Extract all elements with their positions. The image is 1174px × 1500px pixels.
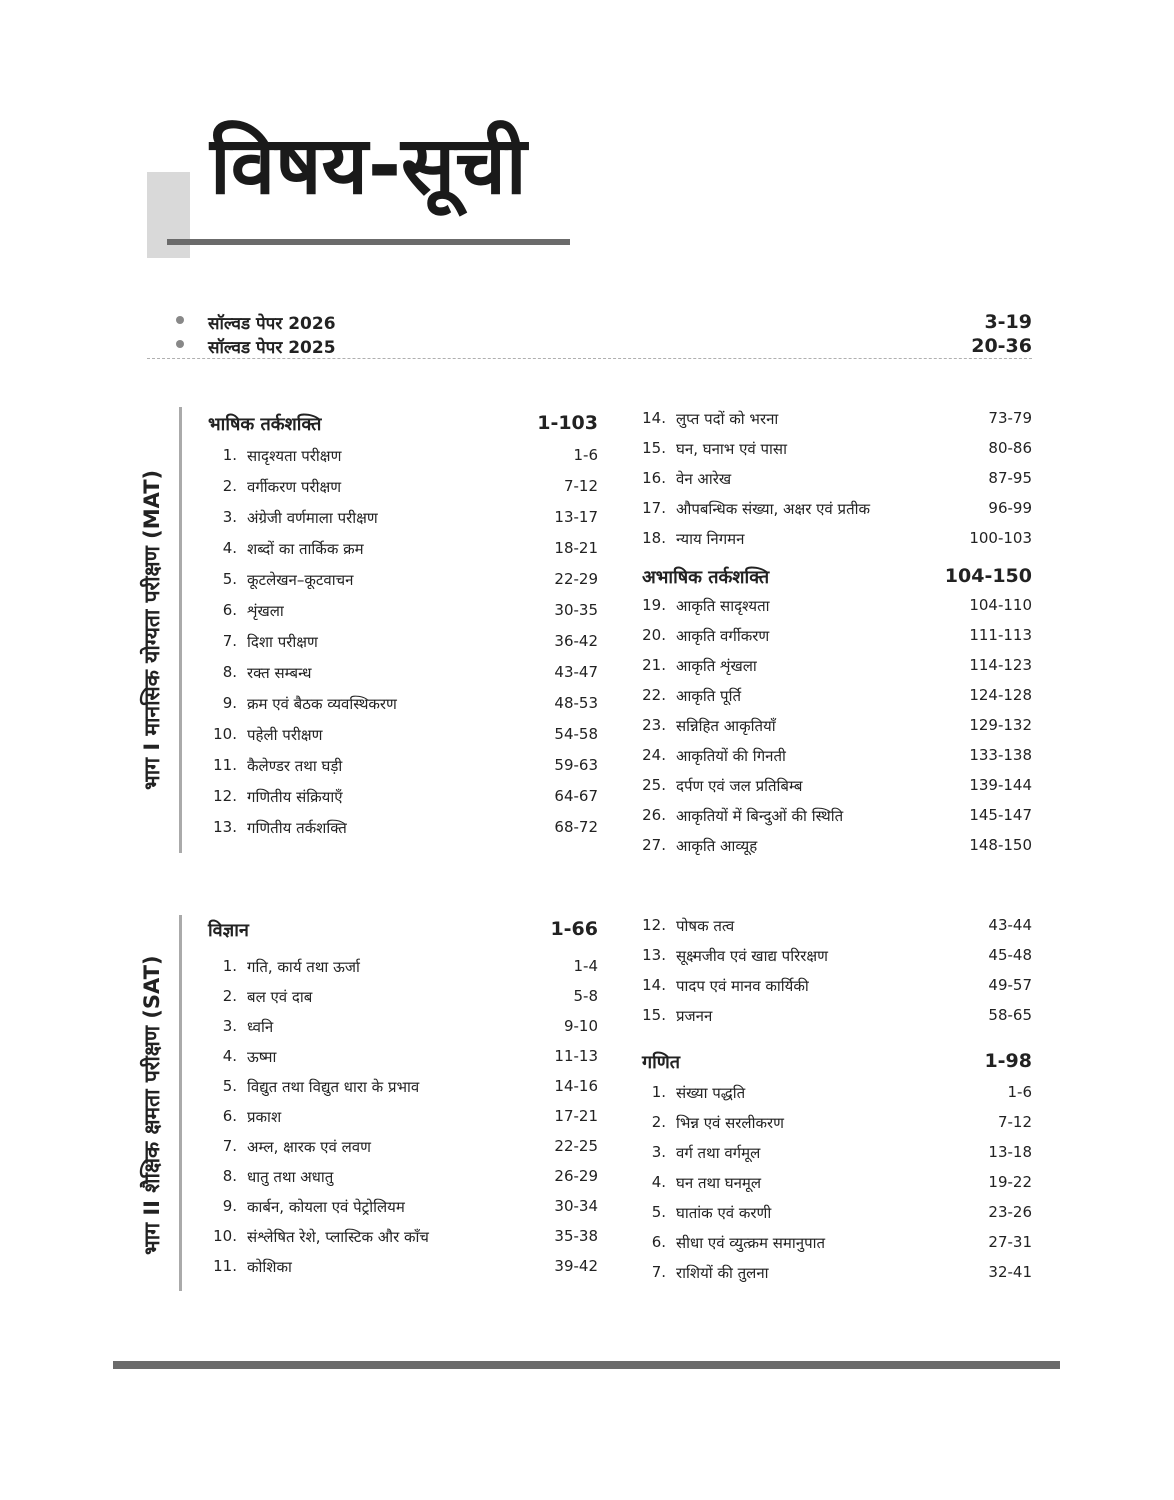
toc-entry[interactable] — [213, 694, 598, 725]
toc-entry[interactable] — [213, 1017, 598, 1047]
section-header[interactable] — [208, 412, 598, 442]
entry-pages: 80-86 — [988, 439, 1032, 457]
entry-number: 6. — [222, 1107, 237, 1125]
entry-pages: 114-123 — [969, 656, 1032, 674]
entry-number: 18. — [642, 529, 666, 547]
part2-label: भाग II शैक्षिक क्षमता परीक्षण (SAT) — [140, 955, 164, 1255]
title-underline — [167, 239, 570, 245]
entry-title: सीधा एवं व्युत्क्रम समानुपात — [676, 1234, 826, 1252]
part1-label: भाग I मानसिक योग्यता परीक्षण (MAT) — [140, 469, 164, 790]
entry-number: 13. — [213, 818, 237, 836]
entry-number: 6. — [651, 1233, 666, 1251]
entry-title: शब्दों का तार्किक क्रम — [247, 540, 364, 558]
entry-number: 4. — [222, 1047, 237, 1065]
entry-pages: 7-12 — [563, 477, 598, 495]
toc-entry[interactable] — [213, 539, 598, 570]
toc-entry[interactable] — [213, 601, 598, 632]
entry-title: घन तथा घनमूल — [676, 1174, 762, 1192]
entry-title: वेन आरेख — [676, 470, 732, 488]
toc-entry[interactable] — [213, 987, 598, 1017]
toc-entry[interactable] — [642, 916, 1032, 946]
entry-title: अम्ल, क्षारक एवं लवण — [247, 1138, 371, 1156]
toc-entry[interactable] — [213, 1257, 598, 1287]
toc-entry[interactable] — [642, 596, 1032, 626]
toc-entry[interactable] — [213, 1047, 598, 1077]
toc-entry[interactable] — [213, 632, 598, 663]
entry-title: प्रजनन — [676, 1007, 713, 1025]
entry-number: 11. — [213, 1257, 237, 1275]
entry-pages: 64-67 — [554, 787, 598, 805]
entry-number: 5. — [222, 570, 237, 588]
entry-pages: 43-44 — [988, 916, 1032, 934]
page-title: विषय-सूची — [210, 119, 527, 212]
entry-number: 2. — [222, 477, 237, 495]
entry-pages: 100-103 — [969, 529, 1032, 547]
section-header[interactable] — [642, 1050, 1032, 1080]
entry-number: 5. — [651, 1203, 666, 1221]
entry-title: घातांक एवं करणी — [676, 1204, 772, 1222]
entry-number: 10. — [213, 1227, 237, 1245]
toc-entry[interactable] — [642, 1203, 1032, 1233]
entry-number: 20. — [642, 626, 666, 644]
toc-entry[interactable] — [213, 725, 598, 756]
entry-pages: 13-17 — [554, 508, 598, 526]
entry-pages: 139-144 — [969, 776, 1032, 794]
entry-pages: 111-113 — [969, 626, 1032, 644]
entry-number: 3. — [222, 508, 237, 526]
entry-title: सन्निहित आकृतियाँ — [676, 717, 776, 735]
entry-number: 12. — [213, 787, 237, 805]
toc-entry[interactable] — [642, 469, 1032, 499]
toc-entry[interactable] — [213, 1077, 598, 1107]
entry-pages: 73-79 — [988, 409, 1032, 427]
entry-number: 24. — [642, 746, 666, 764]
section-header[interactable] — [208, 918, 598, 948]
solved-paper-row[interactable] — [176, 335, 1032, 359]
entry-pages: 22-29 — [554, 570, 598, 588]
entry-pages: 39-42 — [554, 1257, 598, 1275]
section-title: गणित — [642, 1052, 681, 1073]
entry-pages: 5-8 — [573, 987, 598, 1005]
toc-entry[interactable] — [213, 787, 598, 818]
toc-entry[interactable] — [213, 1107, 598, 1137]
section-header[interactable] — [642, 565, 1032, 595]
entry-pages: 129-132 — [969, 716, 1032, 734]
entry-number: 8. — [222, 1167, 237, 1185]
entry-title: संश्लेषित रेशे, प्लास्टिक और काँच — [247, 1228, 429, 1246]
section-title: भाषिक तर्कशक्ति — [208, 414, 322, 435]
entry-title: वर्ग तथा वर्गमूल — [676, 1144, 761, 1162]
entry-number: 5. — [222, 1077, 237, 1095]
section-pages: 1-103 — [537, 412, 598, 434]
entry-pages: 104-110 — [969, 596, 1032, 614]
toc-entry[interactable] — [642, 776, 1032, 806]
entry-title: दर्पण एवं जल प्रतिबिम्ब — [676, 777, 803, 795]
entry-pages: 11-13 — [554, 1047, 598, 1065]
solved-paper-pages: 3-19 — [984, 311, 1032, 333]
solved-paper-pages: 20-36 — [971, 335, 1032, 357]
toc-list — [213, 446, 598, 849]
section-title: अभाषिक तर्कशक्ति — [642, 567, 770, 588]
entry-number: 10. — [213, 725, 237, 743]
toc-entry[interactable] — [213, 1227, 598, 1257]
entry-number: 13. — [642, 946, 666, 964]
entry-number: 21. — [642, 656, 666, 674]
entry-pages: 17-21 — [554, 1107, 598, 1125]
entry-pages: 54-58 — [554, 725, 598, 743]
toc-entry[interactable] — [213, 477, 598, 508]
toc-entry[interactable] — [642, 1233, 1032, 1263]
entry-number: 14. — [642, 976, 666, 994]
entry-pages: 32-41 — [988, 1263, 1032, 1281]
entry-pages: 68-72 — [554, 818, 598, 836]
part1-divider — [179, 407, 182, 853]
solved-paper-label: सॉल्वड पेपर 2025 — [208, 338, 336, 358]
toc-entry[interactable] — [213, 446, 598, 477]
entry-number: 7. — [222, 1137, 237, 1155]
entry-title: औपबन्धिक संख्या, अक्षर एवं प्रतीक — [676, 500, 871, 518]
entry-pages: 36-42 — [554, 632, 598, 650]
entry-number: 22. — [642, 686, 666, 704]
entry-title: बल एवं दाब — [247, 988, 313, 1006]
toc-entry[interactable] — [642, 946, 1032, 976]
entry-pages: 14-16 — [554, 1077, 598, 1095]
entry-pages: 1-4 — [573, 957, 598, 975]
toc-entry[interactable] — [642, 409, 1032, 439]
entry-pages: 27-31 — [988, 1233, 1032, 1251]
bottom-rule — [113, 1361, 1060, 1369]
entry-pages: 13-18 — [988, 1143, 1032, 1161]
entry-pages: 48-53 — [554, 694, 598, 712]
toc-list — [642, 916, 1032, 1036]
solved-paper-label: सॉल्वड पेपर 2026 — [208, 314, 336, 334]
part2-divider — [179, 915, 182, 1291]
entry-number: 23. — [642, 716, 666, 734]
entry-number: 14. — [642, 409, 666, 427]
entry-number: 9. — [222, 1197, 237, 1215]
toc-entry[interactable] — [213, 818, 598, 849]
toc-entry[interactable] — [642, 976, 1032, 1006]
section-title: विज्ञान — [208, 920, 249, 941]
entry-title: आकृति सादृश्यता — [676, 597, 770, 615]
toc-entry[interactable] — [213, 508, 598, 539]
solved-paper-row[interactable] — [176, 311, 1032, 335]
entry-number: 4. — [651, 1173, 666, 1191]
section-pages: 1-66 — [550, 918, 598, 940]
toc-entry[interactable] — [642, 1006, 1032, 1036]
entry-pages: 148-150 — [969, 836, 1032, 854]
toc-entry[interactable] — [642, 529, 1032, 559]
entry-pages: 19-22 — [988, 1173, 1032, 1191]
entry-title: आकृति वर्गीकरण — [676, 627, 770, 645]
entry-title: प्रकाश — [247, 1108, 282, 1126]
entry-pages: 145-147 — [969, 806, 1032, 824]
entry-number: 8. — [222, 663, 237, 681]
entry-number: 6. — [222, 601, 237, 619]
entry-title: ध्वनि — [247, 1018, 274, 1036]
entry-number: 17. — [642, 499, 666, 517]
entry-title: राशियों की तुलना — [676, 1264, 769, 1282]
toc-entry[interactable] — [642, 1173, 1032, 1203]
entry-title: ऊष्मा — [247, 1048, 277, 1066]
toc-entry[interactable] — [213, 663, 598, 694]
toc-entry[interactable] — [213, 756, 598, 787]
entry-title: लुप्त पदों को भरना — [676, 410, 779, 428]
entry-pages: 1-6 — [573, 446, 598, 464]
entry-number: 1. — [222, 957, 237, 975]
entry-title: आकृति शृंखला — [676, 657, 757, 675]
toc-entry[interactable] — [642, 1113, 1032, 1143]
toc-entry[interactable] — [642, 836, 1032, 866]
entry-number: 26. — [642, 806, 666, 824]
section-pages: 104-150 — [944, 565, 1032, 587]
entry-number: 4. — [222, 539, 237, 557]
toc-entry[interactable] — [642, 499, 1032, 529]
entry-title: सादृश्यता परीक्षण — [247, 447, 342, 465]
entry-number: 7. — [222, 632, 237, 650]
entry-title: गणितीय तर्कशक्ति — [247, 819, 347, 837]
entry-number: 11. — [213, 756, 237, 774]
entry-title: विद्युत तथा विद्युत धारा के प्रभाव — [247, 1078, 420, 1096]
toc-entry[interactable] — [642, 656, 1032, 686]
entry-title: आकृतियों में बिन्दुओं की स्थिति — [676, 807, 844, 825]
toc-entry[interactable] — [213, 570, 598, 601]
entry-pages: 18-21 — [554, 539, 598, 557]
toc-list — [213, 957, 598, 1287]
entry-title: सूक्ष्मजीव एवं खाद्य परिरक्षण — [676, 947, 828, 965]
entry-title: संख्या पद्धति — [676, 1084, 746, 1102]
entry-number: 25. — [642, 776, 666, 794]
entry-pages: 58-65 — [988, 1006, 1032, 1024]
section-pages: 1-98 — [984, 1050, 1032, 1072]
entry-number: 9. — [222, 694, 237, 712]
entry-pages: 35-38 — [554, 1227, 598, 1245]
entry-pages: 30-34 — [554, 1197, 598, 1215]
entry-title: क्रम एवं बैठक व्यवस्थिकरण — [247, 695, 397, 713]
entry-pages: 9-10 — [563, 1017, 598, 1035]
entry-pages: 22-25 — [554, 1137, 598, 1155]
entry-title: दिशा परीक्षण — [247, 633, 318, 651]
entry-pages: 26-29 — [554, 1167, 598, 1185]
entry-title: कूटलेखन–कूटवाचन — [247, 571, 354, 589]
entry-number: 15. — [642, 1006, 666, 1024]
entry-title: घन, घनाभ एवं पासा — [676, 440, 787, 458]
entry-number: 3. — [222, 1017, 237, 1035]
entry-pages: 1-6 — [1007, 1083, 1032, 1101]
title-accent-block — [147, 172, 190, 258]
entry-title: रक्त सम्बन्ध — [247, 664, 312, 682]
entry-title: पहेली परीक्षण — [247, 726, 323, 744]
toc-entry[interactable] — [642, 806, 1032, 836]
toc-entry[interactable] — [642, 716, 1032, 746]
entry-title: गणितीय संक्रियाएँ — [247, 788, 343, 806]
entry-title: अंग्रेजी वर्णमाला परीक्षण — [247, 509, 378, 527]
toc-entry[interactable] — [642, 1143, 1032, 1173]
entry-title: पादप एवं मानव कार्यिकी — [676, 977, 809, 995]
entry-title: गति, कार्य तथा ऊर्जा — [247, 958, 360, 976]
toc-list — [642, 596, 1032, 866]
entry-number: 1. — [222, 446, 237, 464]
entry-title: वर्गीकरण परीक्षण — [247, 478, 342, 496]
toc-entry[interactable] — [213, 957, 598, 987]
bullet-icon — [176, 340, 184, 348]
entry-pages: 43-47 — [554, 663, 598, 681]
entry-title: धातु तथा अधातु — [247, 1168, 334, 1186]
entry-title: पोषक तत्व — [676, 917, 735, 935]
entry-pages: 30-35 — [554, 601, 598, 619]
entry-title: भिन्न एवं सरलीकरण — [676, 1114, 784, 1132]
entry-pages: 87-95 — [988, 469, 1032, 487]
entry-pages: 133-138 — [969, 746, 1032, 764]
entry-title: शृंखला — [247, 602, 284, 620]
entry-number: 12. — [642, 916, 666, 934]
entry-number: 1. — [651, 1083, 666, 1101]
toc-list — [642, 1083, 1032, 1293]
entry-pages: 49-57 — [988, 976, 1032, 994]
toc-entry[interactable] — [642, 439, 1032, 469]
toc-list — [642, 409, 1032, 559]
bullet-icon — [176, 316, 184, 324]
entry-pages: 124-128 — [969, 686, 1032, 704]
entry-title: कैलेण्डर तथा घड़ी — [247, 757, 343, 775]
entry-pages: 23-26 — [988, 1203, 1032, 1221]
entry-title: आकृति पूर्ति — [676, 687, 742, 705]
entry-title: आकृति आव्यूह — [676, 837, 758, 855]
entry-title: कोशिका — [247, 1258, 292, 1276]
toc-entry[interactable] — [213, 1167, 598, 1197]
entry-title: न्याय निगमन — [676, 530, 745, 548]
toc-entry[interactable] — [213, 1137, 598, 1167]
entry-title: कार्बन, कोयला एवं पेट्रोलियम — [247, 1198, 405, 1216]
entry-number: 2. — [222, 987, 237, 1005]
entry-pages: 96-99 — [988, 499, 1032, 517]
entry-number: 16. — [642, 469, 666, 487]
entry-title: आकृतियों की गिनती — [676, 747, 786, 765]
toc-entry[interactable] — [213, 1197, 598, 1227]
entry-number: 2. — [651, 1113, 666, 1131]
entry-pages: 59-63 — [554, 756, 598, 774]
dashed-divider — [147, 358, 1032, 359]
entry-pages: 7-12 — [997, 1113, 1032, 1131]
entry-number: 19. — [642, 596, 666, 614]
toc-entry[interactable] — [642, 1083, 1032, 1113]
entry-number: 7. — [651, 1263, 666, 1281]
toc-entry[interactable] — [642, 626, 1032, 656]
entry-number: 27. — [642, 836, 666, 854]
entry-number: 15. — [642, 439, 666, 457]
toc-entry[interactable] — [642, 746, 1032, 776]
toc-entry[interactable] — [642, 1263, 1032, 1293]
toc-entry[interactable] — [642, 686, 1032, 716]
entry-pages: 45-48 — [988, 946, 1032, 964]
entry-number: 3. — [651, 1143, 666, 1161]
